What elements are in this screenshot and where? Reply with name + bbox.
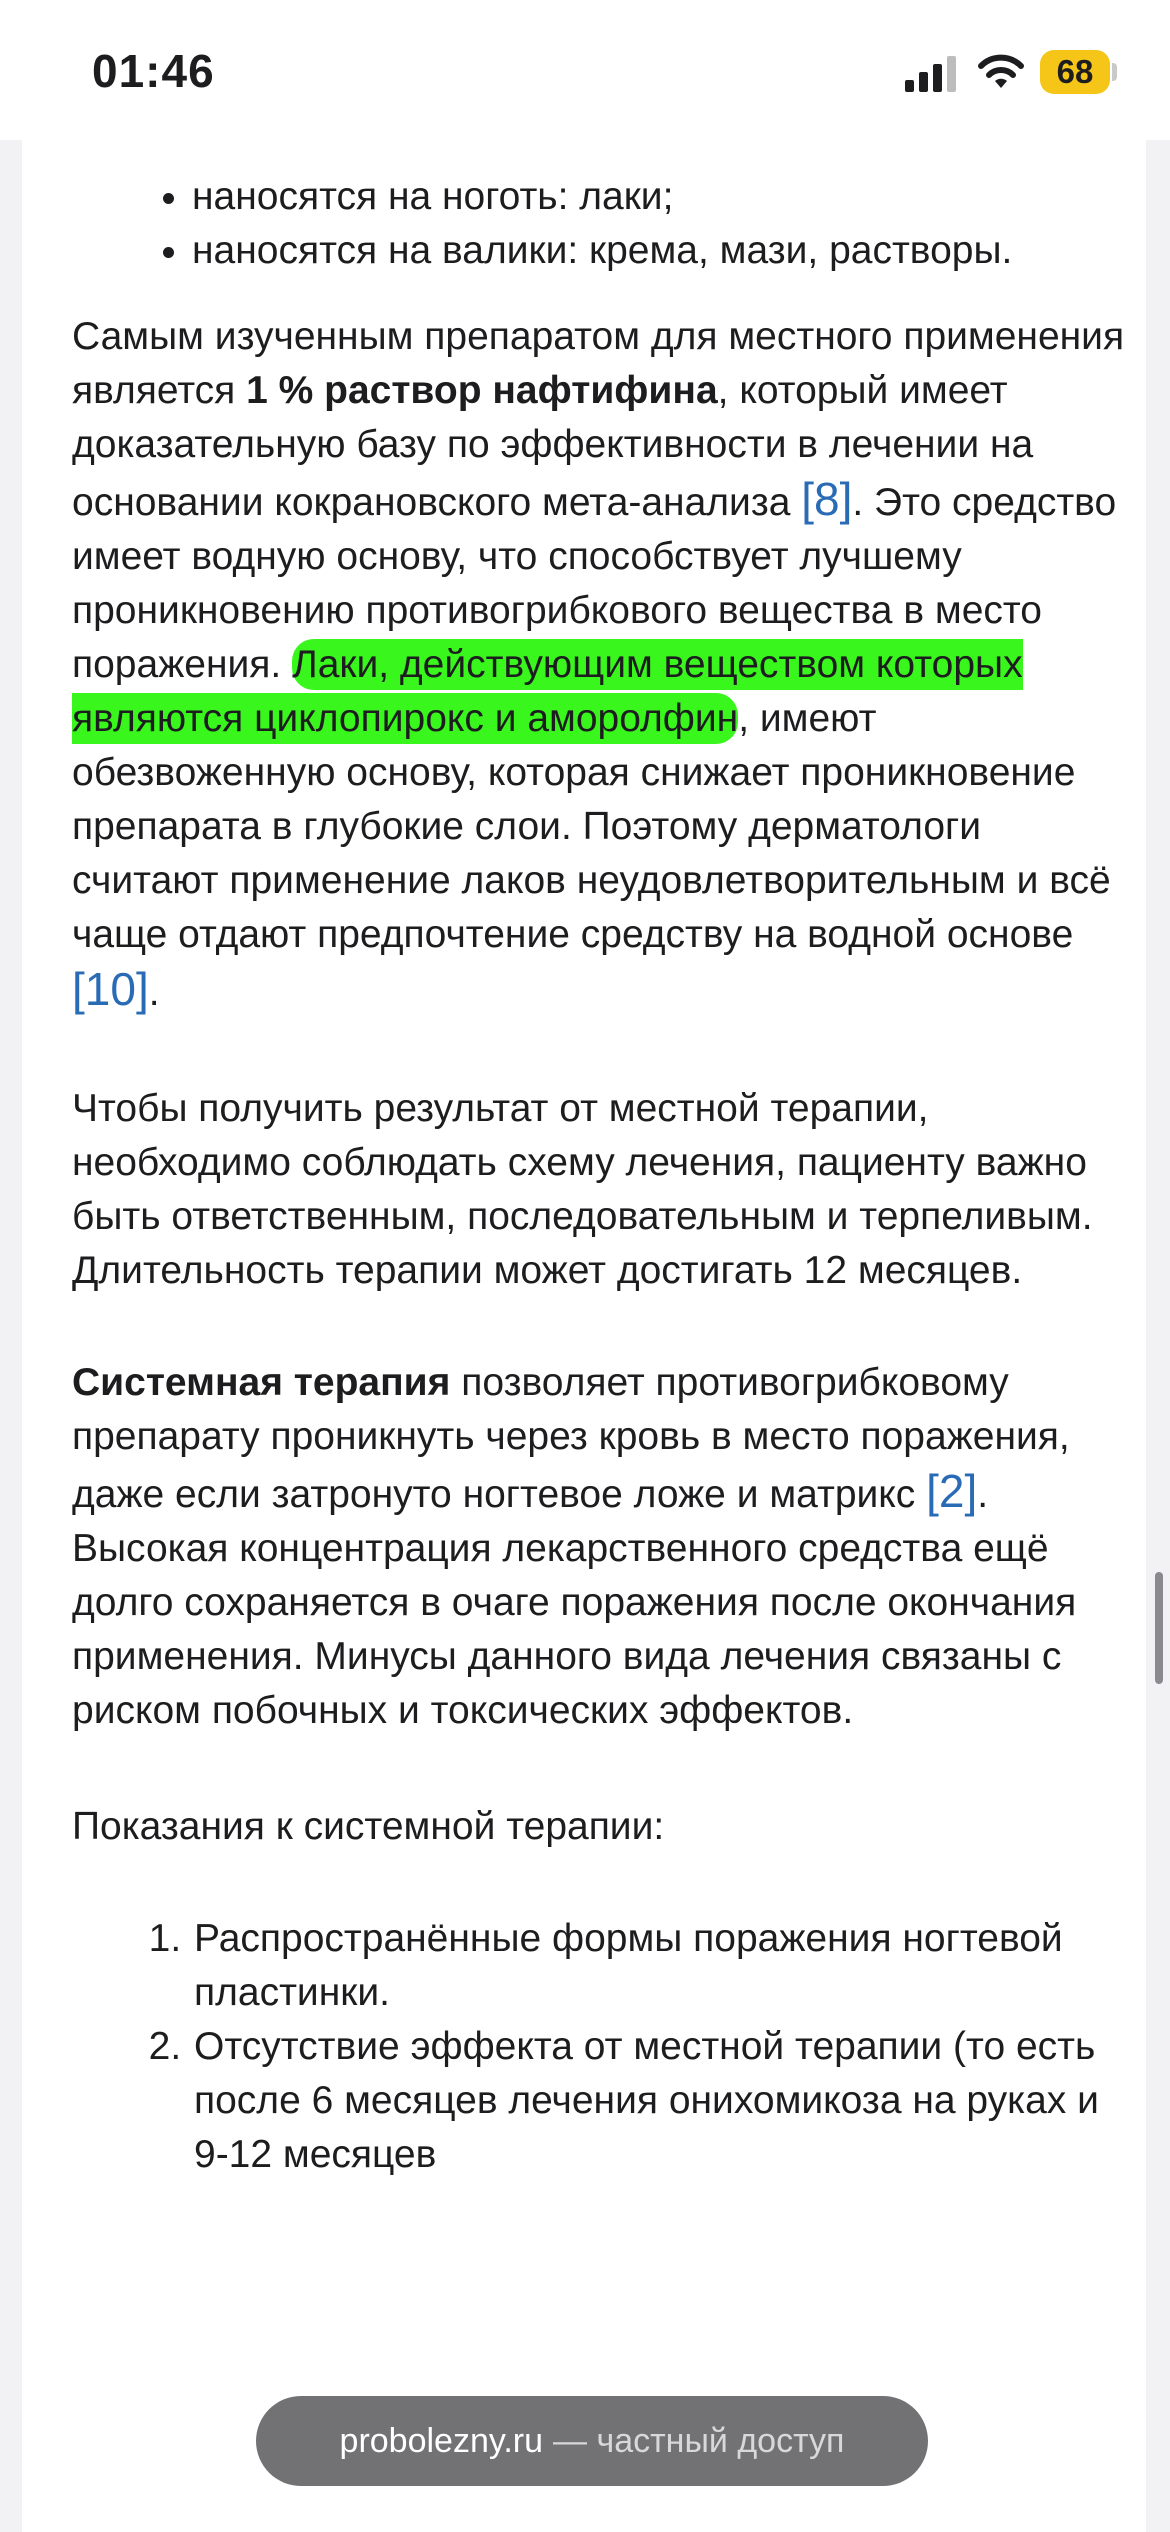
text-span: . — [148, 971, 160, 1014]
text-span: , имеют обезвоженную основу, которая снижает проникновение препарата в глубокие слои. Поэтому дерматологи считают применение лаков неудовлетворительным и всё чаще отдают предпочтение средству на водной основе — [72, 697, 1111, 956]
list-item: • наносятся на ноготь: лаки; — [192, 170, 1132, 224]
battery-level: 68 — [1056, 53, 1094, 90]
text-span: . Это средство имеет водную основу, что способствует лучшему проникновению противогрибкового вещества в место поражения. — [72, 481, 1117, 686]
battery-icon — [1040, 50, 1110, 94]
battery-tip — [1112, 63, 1117, 81]
article-sheet — [22, 140, 1146, 2532]
reference-link[interactable]: [8] — [801, 473, 853, 525]
wifi-icon — [976, 52, 1026, 92]
text-span: , который имеет доказательную базу по эффективности в лечении на основании кокрановского мета-анализа — [72, 369, 1034, 524]
private-access-pill[interactable] — [256, 2396, 928, 2486]
status-bar — [0, 0, 1170, 140]
highlighted-text: Лаки, действующим веществом которых являются циклопирокс и аморолфин — [72, 639, 1023, 744]
private-access-label: — частный доступ — [553, 2421, 845, 2460]
list-item: 1. Распространённые формы поражения ногтевой пластинки. — [192, 1912, 1132, 2020]
text-span: Самым изученным препаратом для местного применения является — [72, 315, 1125, 412]
reference-link[interactable]: [2] — [926, 1465, 978, 1517]
reference-link[interactable]: [10] — [72, 963, 149, 1015]
list-item: 2. Отсутствие эффекта от местной терапии (то есть после 6 месяцев лечения онихомикоза на руках и 9-12 месяцев — [192, 2020, 1132, 2182]
list-item: • наносятся на валики: крема, мази, растворы. — [192, 224, 1132, 278]
indications-ordered-list — [72, 1912, 1132, 2182]
text-span: . Высокая концентрация лекарственного средства ещё долго сохраняется в очаге поражения после окончания применения. Минусы данного вида лечения связаны с риском побочных и токсических эффектов. — [72, 1473, 1077, 1732]
application-bullet-list — [72, 170, 1132, 278]
status-time: 01:46 — [92, 45, 215, 97]
paragraph-indications-heading: Показания к системной терапии: — [72, 1805, 665, 1848]
paragraph-topical-drugs — [72, 310, 1132, 1020]
paragraph-systemic-therapy — [72, 1356, 1132, 1738]
article-content — [72, 170, 1132, 2182]
bold-text: Системная терапия — [72, 1361, 451, 1404]
site-domain: probolezny.ru — [339, 2421, 544, 2460]
scroll-indicator[interactable] — [1155, 1572, 1163, 1684]
cellular-signal-icon — [905, 56, 957, 94]
text-span: позволяет противогрибковому препарату проникнуть через кровь в место поражения, даже если затронуто ногтевое ложе и матрикс — [72, 1361, 1070, 1516]
paragraph-local-therapy: Чтобы получить результат от местной терапии, необходимо соблюдать схему лечения, пациенту важно быть ответственным, последовательным и терпеливым. Длительность терапии может достигать 12 месяцев. — [72, 1087, 1093, 1292]
bold-text: 1 % раствор нафтифина — [246, 369, 718, 412]
